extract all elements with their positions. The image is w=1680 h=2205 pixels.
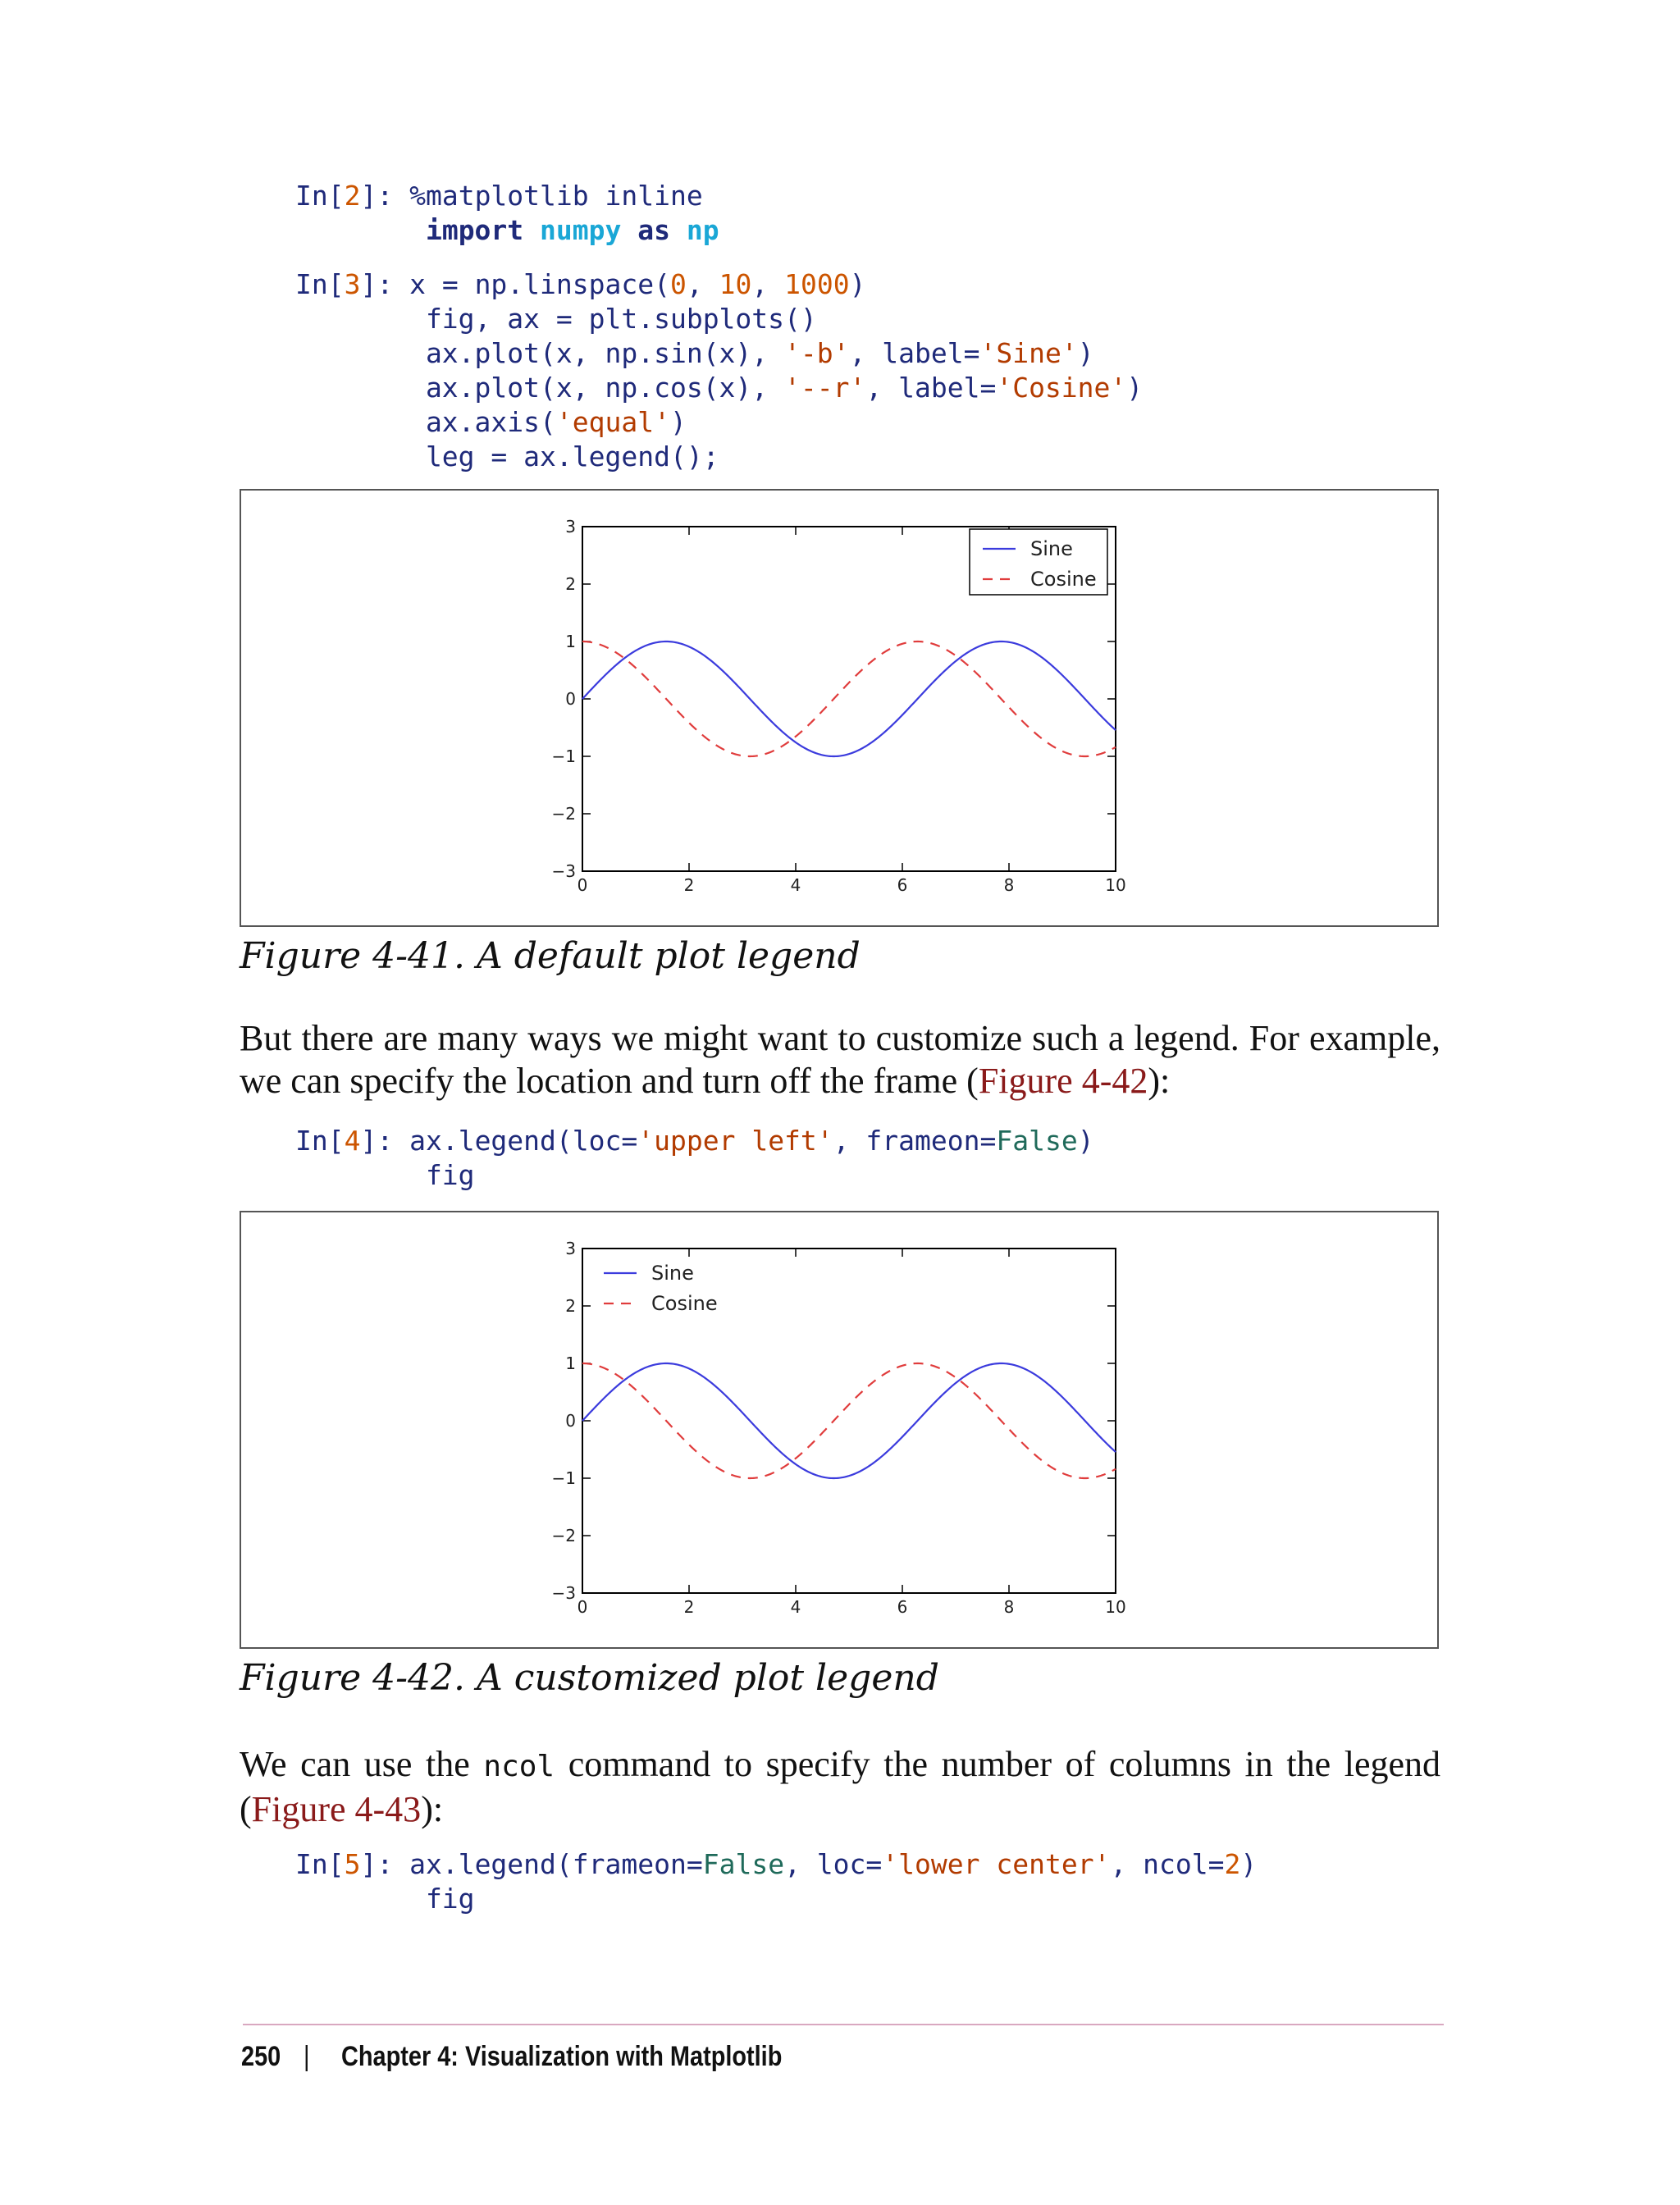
code-token: ): [1077, 337, 1094, 369]
footer-chapter-title: Chapter 4: Visualization with Matplotlib: [341, 2041, 783, 2072]
code-token: In[: [295, 180, 345, 212]
paragraph-text: ):: [1148, 1061, 1171, 1101]
code-token: ax.legend(loc=: [409, 1125, 638, 1157]
x-tick-label: 10: [1105, 875, 1126, 895]
paragraph-text: command to specify the number of columns in the legend (: [240, 1744, 1441, 1829]
code-token: 1000: [784, 268, 850, 300]
code-block-in2: [295, 179, 719, 248]
code-token: ]:: [360, 1125, 410, 1157]
code-token: 'Cosine': [996, 372, 1127, 404]
code-line: [295, 440, 1143, 474]
y-tick-label: −3: [551, 1583, 576, 1603]
legend: [970, 529, 1107, 595]
code-token: 2: [344, 180, 361, 212]
figure-4-41-frame: [240, 489, 1439, 927]
code-line: [295, 1124, 1094, 1158]
x-tick-label: 4: [790, 1597, 801, 1617]
code-token: ,: [833, 1125, 866, 1157]
code-block-in5: [295, 1847, 1257, 1916]
figure-4-42-frame: [240, 1211, 1439, 1649]
y-tick-label: 2: [565, 574, 576, 594]
code-token: , label=: [849, 337, 980, 369]
code-line: [295, 179, 719, 213]
legend-label-sine: Sine: [651, 1262, 694, 1285]
code-token: 0: [669, 268, 687, 300]
code-token: [670, 214, 687, 246]
y-tick-label: 3: [565, 1239, 576, 1258]
code-token: fig, ax = plt.subplots(): [295, 303, 817, 335]
code-token: , loc=: [784, 1848, 883, 1880]
figure-4-42-chart: [241, 1212, 1437, 1647]
code-token: ): [849, 268, 866, 300]
code-token: np: [686, 214, 719, 246]
legend-label-cosine: Cosine: [1030, 568, 1097, 591]
paragraph-text: We can use the: [240, 1744, 484, 1784]
code-token: ax.legend(frameon=: [409, 1848, 703, 1880]
y-tick-label: −2: [551, 1526, 576, 1545]
code-line: [295, 1158, 1094, 1193]
code-token: 'Sine': [979, 337, 1078, 369]
code-token: ,: [751, 268, 785, 300]
code-line: [295, 405, 1143, 440]
x-tick-label: 2: [683, 875, 695, 895]
code-line: [295, 1847, 1257, 1882]
footer-page-number: 250: [241, 2041, 281, 2072]
code-block-in3: [295, 267, 1143, 474]
code-token: ): [1077, 1125, 1094, 1157]
x-tick-label: 0: [577, 875, 588, 895]
x-tick-label: 8: [1003, 875, 1015, 895]
y-tick-label: −3: [551, 861, 576, 881]
code-token: ax.plot(x, np.sin(x),: [295, 337, 785, 369]
x-tick-label: 10: [1105, 1597, 1126, 1617]
y-tick-label: 2: [565, 1296, 576, 1316]
series-line-cosine: [582, 1363, 1116, 1478]
code-token: ,: [686, 268, 719, 300]
code-token: ]:: [360, 268, 410, 300]
code-token: ax.plot(x, np.cos(x),: [295, 372, 785, 404]
y-tick-label: −2: [551, 804, 576, 824]
inline-code-ncol: ncol: [483, 1750, 555, 1783]
code-token: ): [1240, 1848, 1258, 1880]
x-tick-label: 2: [683, 1597, 695, 1617]
code-token: ): [1126, 372, 1144, 404]
code-token: =: [979, 1125, 997, 1157]
x-tick-label: 0: [577, 1597, 588, 1617]
figure-4-42-caption: Figure 4-42. A customized plot legend: [240, 1657, 939, 1699]
series-line-cosine: [582, 641, 1116, 756]
code-token: fig: [295, 1883, 475, 1915]
code-token: In[: [295, 268, 345, 300]
code-block-in4: [295, 1124, 1094, 1193]
code-line: [295, 1882, 1257, 1916]
code-token: frameon: [865, 1125, 980, 1157]
code-token: 5: [344, 1848, 361, 1880]
code-token: False: [702, 1848, 785, 1880]
y-tick-label: 0: [565, 1411, 576, 1431]
code-token: , ncol=: [1110, 1848, 1225, 1880]
code-token: '--r': [784, 372, 866, 404]
code-token: False: [996, 1125, 1078, 1157]
code-token: ax.axis(: [295, 406, 556, 438]
paragraph-text: But there are many ways we might want to customize such a legend. For example, we can specify the location and turn off the frame (: [240, 1018, 1440, 1101]
legend: [604, 1262, 718, 1315]
y-tick-label: 0: [565, 689, 576, 709]
x-tick-label: 6: [897, 1597, 908, 1617]
code-token: 4: [344, 1125, 361, 1157]
y-tick-label: 1: [565, 632, 576, 651]
code-token: [295, 214, 426, 246]
figure-4-41-caption: Figure 4-41. A default plot legend: [240, 935, 861, 977]
code-token: %matplotlib inline: [409, 180, 703, 212]
code-token: numpy: [540, 214, 622, 246]
footer-separator: |: [304, 2041, 310, 2072]
y-tick-label: 1: [565, 1354, 576, 1373]
code-token: 3: [344, 268, 361, 300]
code-token: leg = ax.legend();: [295, 441, 719, 472]
paragraph-ncol: [240, 1743, 1440, 1831]
y-tick-label: −1: [551, 746, 576, 766]
x-tick-label: 6: [897, 875, 908, 895]
code-token: 2: [1224, 1848, 1241, 1880]
code-token: In[: [295, 1125, 345, 1157]
legend-label-cosine: Cosine: [651, 1292, 718, 1315]
code-token: 'equal': [555, 406, 670, 438]
code-token: 10: [719, 268, 752, 300]
legend-label-sine: Sine: [1030, 537, 1073, 560]
paragraph-legend-customize: [240, 1017, 1440, 1102]
code-token: , label=: [865, 372, 997, 404]
code-token: ]:: [360, 1848, 410, 1880]
code-token: [621, 214, 637, 246]
code-token: ]:: [360, 180, 410, 212]
code-line: [295, 267, 1143, 302]
code-token: as: [637, 214, 671, 246]
code-line: [295, 336, 1143, 371]
code-token: ): [669, 406, 687, 438]
code-token: 'lower center': [882, 1848, 1111, 1880]
code-token: [523, 214, 540, 246]
code-line: [295, 371, 1143, 405]
code-line: [295, 302, 1143, 336]
code-line: [295, 213, 719, 248]
figure-4-41-chart: [241, 491, 1437, 925]
code-token: import: [425, 214, 524, 246]
footer-rule: [243, 2024, 1444, 2025]
x-tick-label: 4: [790, 875, 801, 895]
paragraph-text: ):: [421, 1789, 444, 1829]
code-token: '-b': [784, 337, 850, 369]
y-tick-label: −1: [551, 1468, 576, 1488]
series-line-sine: [582, 1363, 1116, 1478]
code-token: x = np.linspace(: [409, 268, 670, 300]
figure-4-43-link[interactable]: Figure 4-43: [251, 1789, 422, 1829]
y-tick-label: 3: [565, 517, 576, 536]
x-tick-label: 8: [1003, 1597, 1015, 1617]
figure-4-42-link[interactable]: Figure 4-42: [978, 1061, 1148, 1101]
code-token: In[: [295, 1848, 345, 1880]
series-line-sine: [582, 641, 1116, 756]
code-token: 'upper left': [637, 1125, 833, 1157]
code-token: fig: [295, 1159, 475, 1191]
